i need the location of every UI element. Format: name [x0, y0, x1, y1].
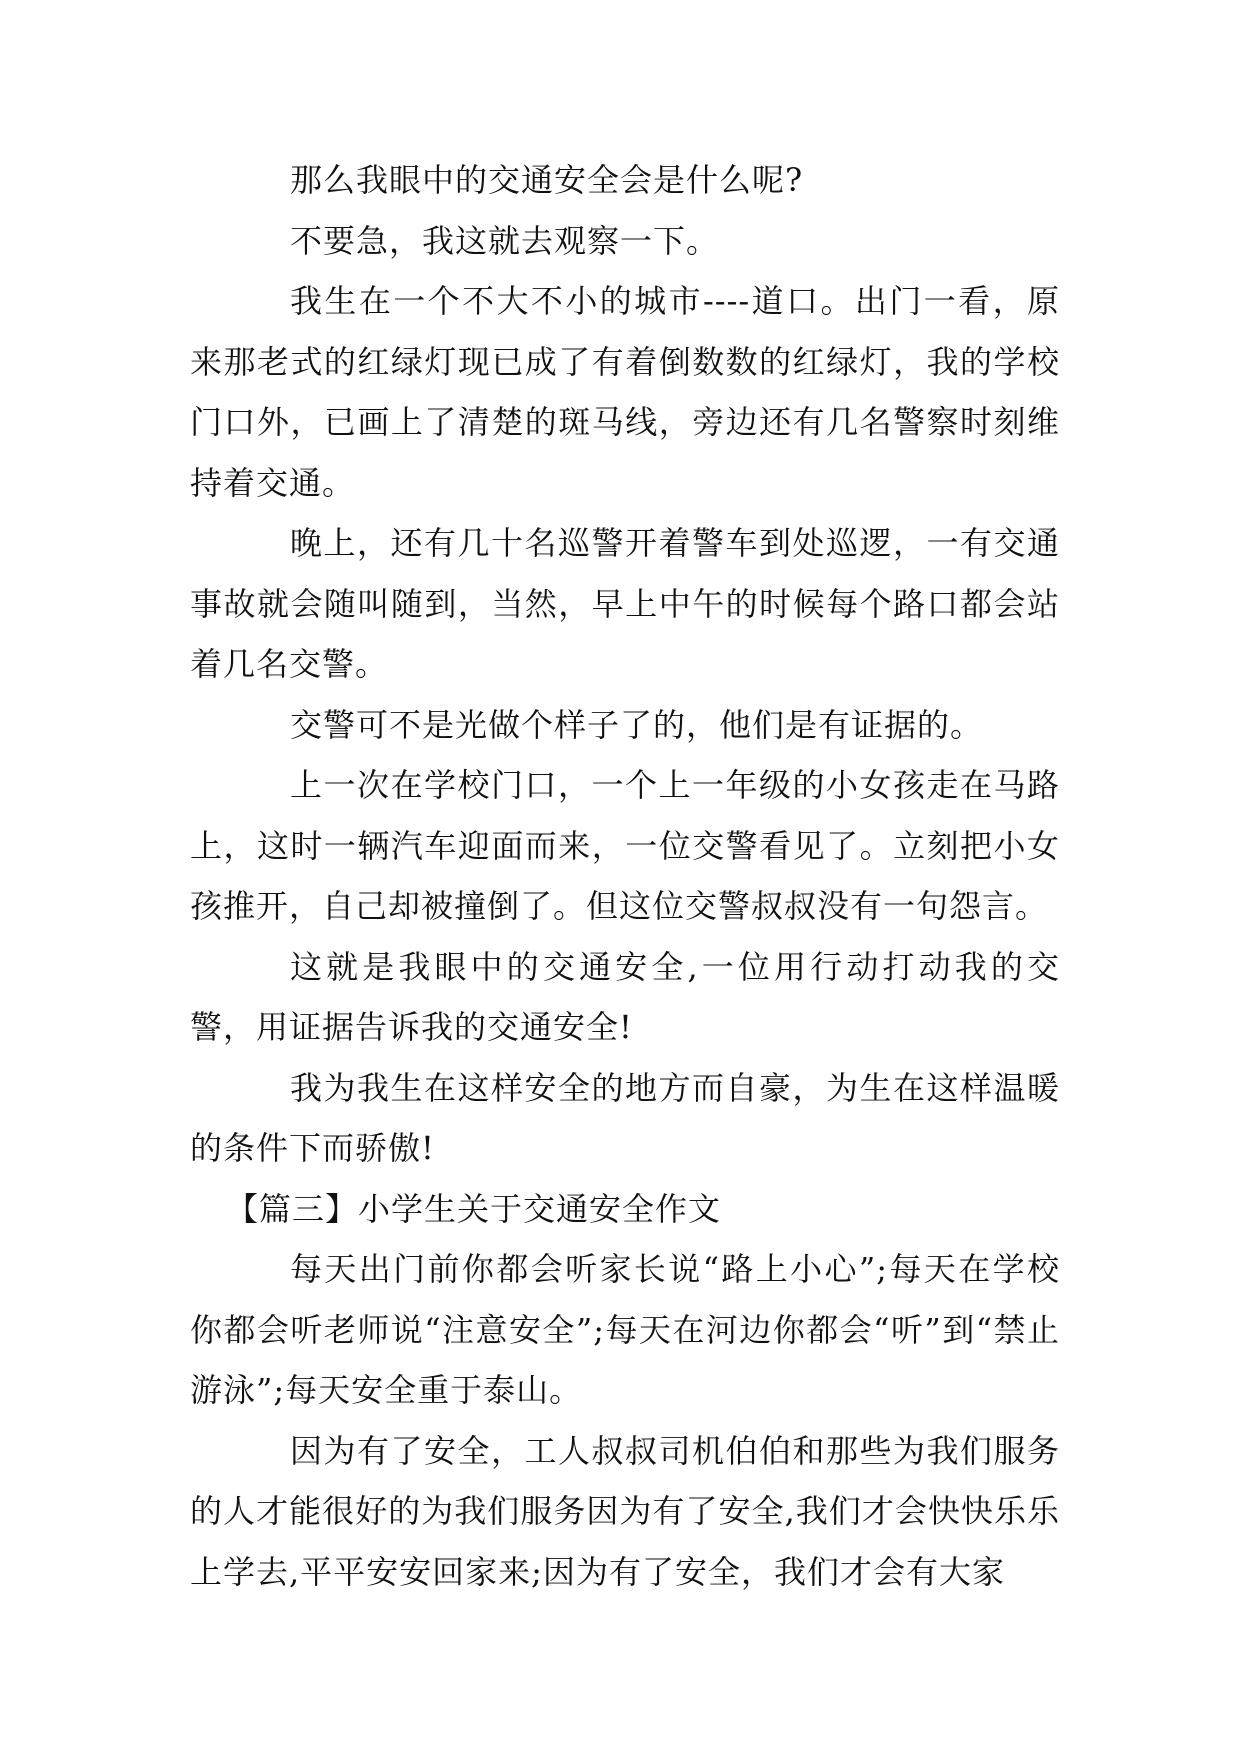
paragraph: 这就是我眼中的交通安全,一位用行动打动我的交警，用证据告诉我的交通安全! [190, 947, 1060, 1046]
paragraph: 那么我眼中的交通安全会是什么呢? [290, 161, 804, 199]
paragraph: 我为我生在这样安全的地方而自豪，为生在这样温暖的条件下而骄傲! [190, 1068, 1060, 1167]
paragraph: 因为有了安全，工人叔叔司机伯伯和那些为我们服务的人才能很好的为我们服务因为有了安全,我们才会快快乐乐上学去,平平安安回家来;因为有了安全，我们才会有大家 [190, 1431, 1060, 1591]
document-body [190, 150, 1060, 1602]
paragraph: 上一次在学校门口，一个上一年级的小女孩走在马路上，这时一辆汽车迎面而来，一位交警看见了。立刻把小女孩推开，自己却被撞倒了。但这位交警叔叔没有一句怨言。 [190, 766, 1060, 925]
paragraph: 交警可不是光做个样子了的，他们是有证据的。 [290, 705, 984, 744]
paragraph: 我生在一个不大不小的城市----道口。出门一看，原来那老式的红绿灯现已成了有着倒数数的红绿灯，我的学校门口外，已画上了清楚的斑马线，旁边还有几名警察时刻维持着交通。 [190, 282, 1060, 502]
paragraph: 每天出门前你都会听家长说“路上小心”;每天在学校你都会听老师说“注意安全”;每天在河边你都会“听”到“禁止游泳”;每天安全重于泰山。 [190, 1250, 1060, 1409]
paragraph: 晚上，还有几十名巡警开着警车到处巡逻，一有交通事故就会随叫随到，当然，早上中午的时候每个路口都会站着几名交警。 [190, 524, 1060, 683]
paragraph: 不要急，我这就去观察一下。 [290, 221, 720, 260]
section-heading: 【篇三】小学生关于交通安全作文 [226, 1189, 722, 1228]
